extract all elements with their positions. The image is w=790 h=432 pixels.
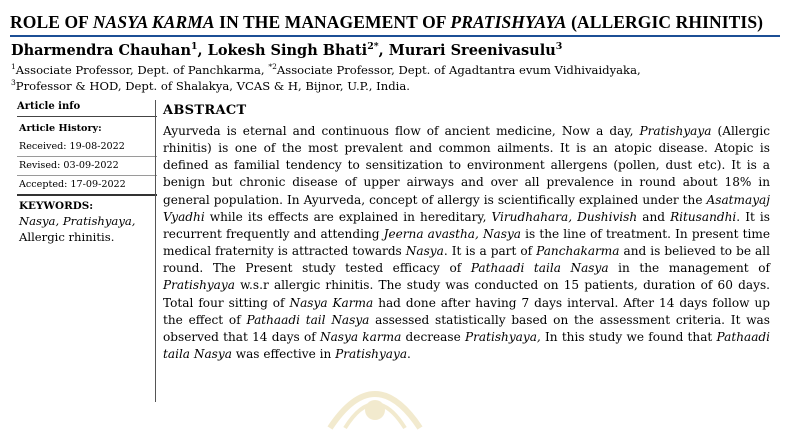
affiliations (11, 62, 781, 94)
affiliation-marker: 1 (11, 62, 16, 72)
title-run: IN THE MANAGEMENT OF (214, 12, 451, 32)
author-name: Murari Sreenivasulu (388, 42, 556, 59)
author-affiliation-marker: 2* (367, 41, 379, 53)
affiliation-marker: *2 (268, 62, 277, 72)
abstract-heading: ABSTRACT (163, 103, 247, 118)
affiliation-text: Professor & HOD, Dept. of Shalakya, VCAS & H, Bijnor, U.P., India. (15, 79, 410, 93)
author-affiliation-marker: 3 (555, 41, 563, 53)
abstract-italic-run: Pratishyaya (335, 347, 408, 362)
author-affiliation-marker: 1 (190, 41, 198, 53)
abstract-run: had done after having 7 days interval. After 14 days follow up the effect of (163, 295, 770, 327)
abstract-run: . It is recurrent frequently and attending (163, 209, 770, 241)
title-italic-run: PRATISHYAYA (450, 12, 567, 32)
keyword-italic-run: Nasya, Pratishyaya, (19, 214, 136, 228)
abstract-italic-run: Jeerna avastha, Nasya (383, 226, 522, 241)
article-info-heading: Article info (17, 99, 157, 117)
author-name: Dharmendra Chauhan (11, 42, 191, 59)
affiliation-marker: 3 (11, 78, 16, 88)
abstract-italic-run: Pratishyaya, (464, 329, 541, 344)
abstract-italic-run: Nasya Karma (289, 295, 374, 310)
abstract-run: (Allergic rhinitis) is one of the most prevalent and common ailments. It is an atopic disease. Atopic is defined as familial tendency to sensitization to environment allergens (pollen, dust etc). It is a benign but chronic disease of upper airways and over all prevalence in round about 18% in general population. In Ayurveda, concept of allergy is scientifically explained under the (163, 124, 770, 207)
article-history (17, 120, 157, 196)
article-title (10, 11, 785, 33)
abstract-italic-run: Pathaadi tail Nasya (246, 312, 370, 327)
abstract-run: . (407, 347, 411, 362)
abstract-run: while its effects are explained in hereditary, (204, 209, 492, 224)
article-history-heading: Article History: (19, 123, 102, 134)
affiliation-text: Associate Professor, Dept. of Agadtantra evum Vidhivaidyaka, (276, 63, 641, 77)
abstract-run: In this study we found that (540, 329, 717, 344)
keywords-heading: KEYWORDS: (19, 200, 94, 212)
article-info-sidebar (17, 99, 157, 245)
title-run: ROLE OF (10, 12, 93, 32)
abstract-run: . It is a part of (443, 244, 537, 259)
abstract-run: w.s.r allergic rhinitis. The study was conducted on 15 patients, duration of 60 days. Total four sitting of (163, 278, 770, 310)
abstract-italic-run: Panchakarma (536, 244, 620, 259)
affiliation-line-1 (11, 62, 781, 78)
abstract-run: in the management of (608, 261, 770, 276)
title-italic-run: NASYA KARMA (92, 12, 215, 32)
abstract-italic-run: Pratishyaya (639, 124, 712, 138)
author-separator: , (197, 42, 208, 59)
abstract-italic-run: Asatmayaj Vyadhi (163, 192, 770, 224)
keyword-run: Allergic rhinitis. (19, 230, 115, 244)
affiliation-text: Associate Professor, Dept. of Panchkarma, (15, 63, 269, 77)
author-separator: , (378, 42, 389, 59)
abstract-run: and (637, 209, 671, 224)
affiliation-line-2 (11, 78, 781, 94)
abstract-section (163, 102, 770, 363)
abstract-run: assessed statistically based on the assessment criteria. It was observed that 14 days of (163, 312, 770, 344)
author-list (11, 41, 562, 60)
abstract-italic-run: Nasya (405, 244, 444, 259)
accepted-date: Accepted: 17-09-2022 (17, 176, 157, 196)
abstract-run: is the line of treatment. In present time medical fraternity is attracted towards (163, 226, 770, 259)
keywords-list (17, 213, 157, 245)
received-date: Received: 19-08-2022 (17, 138, 157, 157)
abstract-italic-run: Virudhahara, Dushivish (491, 209, 638, 224)
journal-logo-watermark-icon (320, 370, 430, 430)
abstract-italic-run: Pathaadi taila Nasya (163, 329, 771, 362)
title-run: (ALLERGIC RHINITIS) (566, 12, 764, 32)
title-divider (10, 35, 780, 37)
abstract-italic-run: Pratishyaya (163, 278, 235, 293)
abstract-run: Ayurveda is eternal and continuous flow of ancient medicine, Now a day, (163, 124, 640, 138)
abstract-run: decrease (401, 329, 465, 344)
revised-date: Revised: 03-09-2022 (17, 157, 157, 176)
abstract-run: was effective in (231, 347, 336, 362)
abstract-body (163, 123, 770, 363)
author-name: Lokesh Singh Bhati (207, 42, 368, 59)
column-divider (155, 100, 156, 402)
abstract-run: and is believed to be all round. The Present study tested efficacy of (163, 244, 770, 276)
abstract-italic-run: Nasya karma (320, 329, 402, 344)
abstract-italic-run: Pathaadi taila Nasya (470, 261, 609, 276)
abstract-italic-run: Ritusandhi (670, 209, 737, 224)
